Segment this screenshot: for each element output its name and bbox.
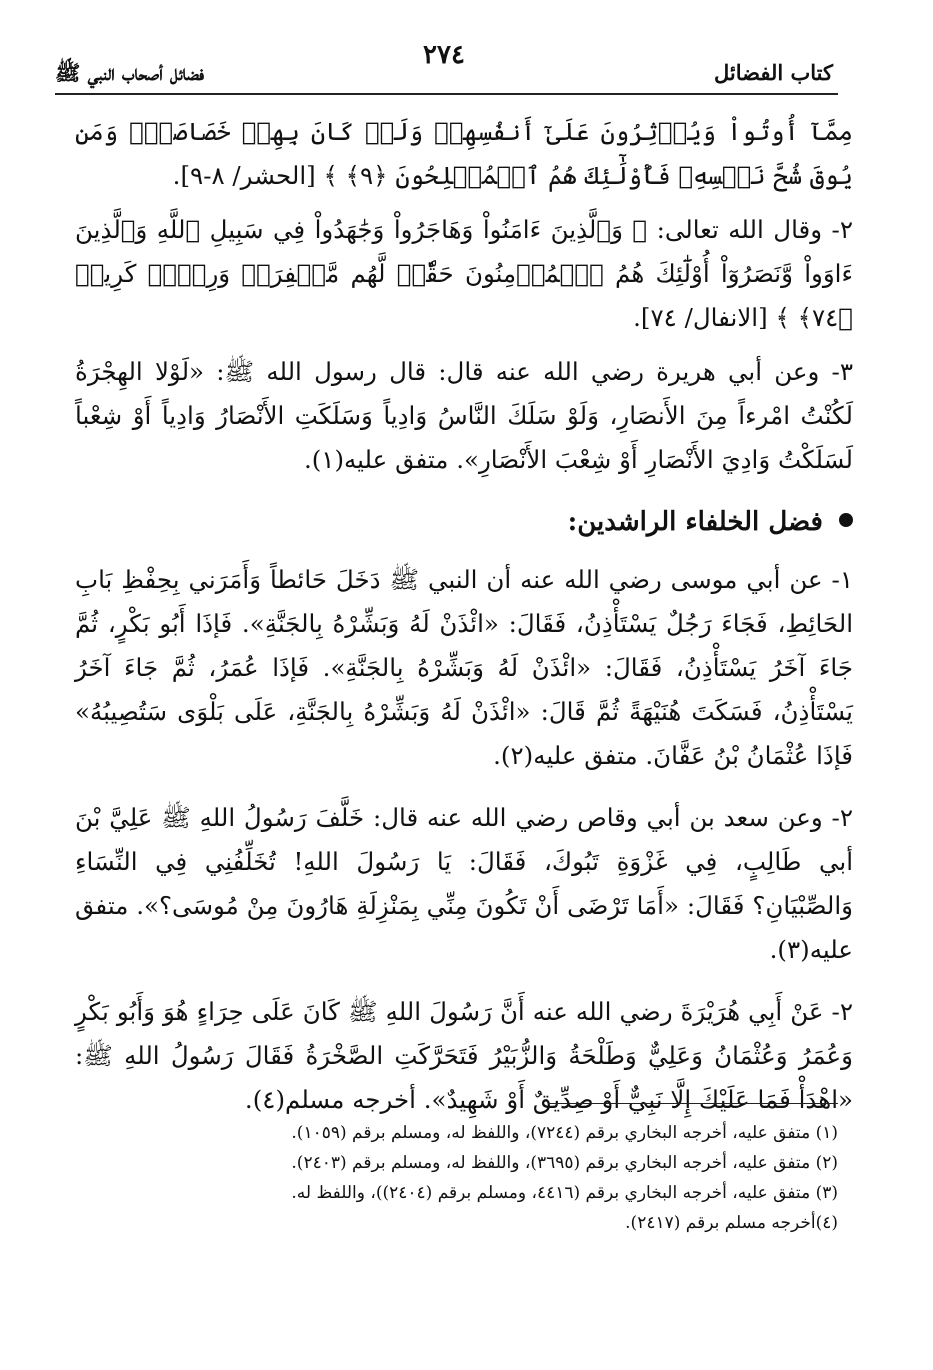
paragraph-quran-hashr: مِمَّآ أُوتُواْ وَيُؤۡثِرُونَ عَلَىٰٓ أَنفُسِهِمۡ وَلَوۡ كَانَ بِهِمۡ خَصَاصَةٞۚ وَمَن يُوقَ شُحَّ نَفۡسِهِۦ فَأُوْلَٰٓئِكَ هُمُ ٱلۡمُفۡلِحُونَ ﴿٩﴾ ﴾ [الحشر/ ٨-٩]. (75, 117, 853, 190)
section-heading-text: فضل الخلفاء الراشدين: (567, 507, 823, 537)
footnote-1: (١) متفق عليه، أخرجه البخاري برقم (٧٢٤٤)، واللفظ له، ومسلم برقم (١٠٥٩). (291, 1123, 838, 1143)
book-title: كتاب الفضائل (713, 60, 833, 85)
paragraph-hadith-ansar: ٣- وعن أبي هريرة رضي الله عنه قال: قال رسول الله ﷺ: «لَوْلا الهِجْرَةُ لَكُنْتُ امْرءاً مِنَ الأَنصَارِ، وَلَوْ سَلَكَ النَّاسُ وَادِياً وَسَلَكَتِ الأَنْصَارُ وَادِياً أَوْ شِعْباً لَسَلَكْتُ وَادِيَ الأَنْصَارِ أَوْ شِعْبَ الأَنْصَارِ». متفق عليه(١). (75, 357, 853, 474)
section-heading (75, 500, 853, 544)
footnote-2: (٢) متفق عليه، أخرجه البخاري برقم (٣٦٩٥)، واللفظ له، ومسلم برقم (٢٤٠٣). (291, 1153, 838, 1173)
footnote-3: (٣) متفق عليه، أخرجه البخاري برقم (٤٤١٦، ومسلم برقم (٢٤٠٤))، واللفظ له. (291, 1183, 838, 1203)
page-number: ٢٧٤ (423, 40, 465, 70)
footnote-4: (٤)أخرجه مسلم برقم (٢٤١٧). (625, 1213, 838, 1233)
footnotes (95, 1118, 838, 1238)
chapter-title: فضائل أصحاب النبي ﷺ (55, 60, 205, 85)
paragraph-hadith-saad: ٢- وعن سعد بن أبي وقاص رضي الله عنه قال: خَلَّفَ رَسُولُ اللهِ ﷺ عَلِيَّ بْنَ أبي طَالِبٍ، فِي غَزْوَةِ تَبُوكَ، فَقَالَ: يَا رَسُولَ اللهِ! تُخَلِّفُنِي فِي النِّسَاءِ وَالصِّبْيَانِ؟ فَقَالَ: «أَمَا تَرْضَى أَنْ تَكُونَ مِنِّي بِمَنْزِلَةِ هَارُونَ مِنْ مُوسَى؟». متفق عليه(٣). (75, 803, 853, 964)
running-header (55, 40, 833, 90)
footnote-rule (548, 1103, 838, 1104)
main-text (75, 110, 853, 1132)
header-rule (55, 93, 838, 95)
paragraph-hadith-abu-musa: ١- عن أبي موسى رضي الله عنه أن النبي ﷺ دَخَلَ حَائطاً وَأَمَرَني بِحِفْظِ بَابِ الحَائِطِ، فَجَاءَ رَجُلٌ يَسْتَأْذِنُ، فَقَالَ: «ائْذَنْ لَهُ وَبَشِّرْهُ بِالجَنَّةِ». فَإذَا أَبُو بَكْرٍ، ثُمَّ جَاءَ آخَرُ يَسْتَأْذِنُ، فَقَالَ: «ائْذَنْ لَهُ وَبَشِّرْهُ بِالجَنَّةِ». فَإذَا عُمَرُ، ثُمَّ جَاءَ آخَرُ يَسْتَأْذِنُ، فَسَكَتَ هُنَيْهَةً ثُمَّ قَالَ: «ائْذَنْ لَهُ وَبَشِّرْهُ بِالجَنَّةِ، عَلَى بَلْوَى سَتُصِيبُهُ» فَإذَا عُثْمَانُ بْنُ عَفَّانَ. متفق عليه(٢). (75, 565, 853, 770)
bullet-icon (839, 513, 853, 527)
paragraph-hadith-hira: ٢- عَنْ أَبِي هُرَيْرَةَ رضي الله عنه أَنَّ رَسُولَ اللهِ ﷺ كَانَ عَلَى حِرَاءٍ هُوَ وَأَبُو بَكْرٍ وَعُمَرُ وَعُثْمَانُ وَعَلِيٌّ وَطَلْحَةُ وَالزُّبَيْرُ فَتَحَرَّكَتِ الصَّخْرَةُ فَقَالَ رَسُولُ اللهِ ﷺ: «اهْدَأْ فَمَا عَلَيْكَ إِلَّا نَبِيٌّ أَوْ صِدِّيقٌ أَوْ شَهِيدٌ». أخرجه مسلم(٤). (75, 997, 853, 1114)
paragraph-quran-anfal: ٢- وقال الله تعالى: ﴿ وَٱلَّذِينَ ءَامَنُواْ وَهَاجَرُواْ وَجَٰهَدُواْ فِي سَبِيلِ ٱللَّهِ وَٱلَّذِينَ ءَاوَواْ وَّنَصَرُوٓاْ أُوْلَٰٓئِكَ هُمُ ٱلۡمُؤۡمِنُونَ حَقّٗاۚ لَّهُم مَّغۡفِرَةٞ وَرِزۡقٞ كَرِيمٞ ﴿٧٤﴾ ﴾ [الانفال/ ٧٤]. (75, 215, 853, 332)
